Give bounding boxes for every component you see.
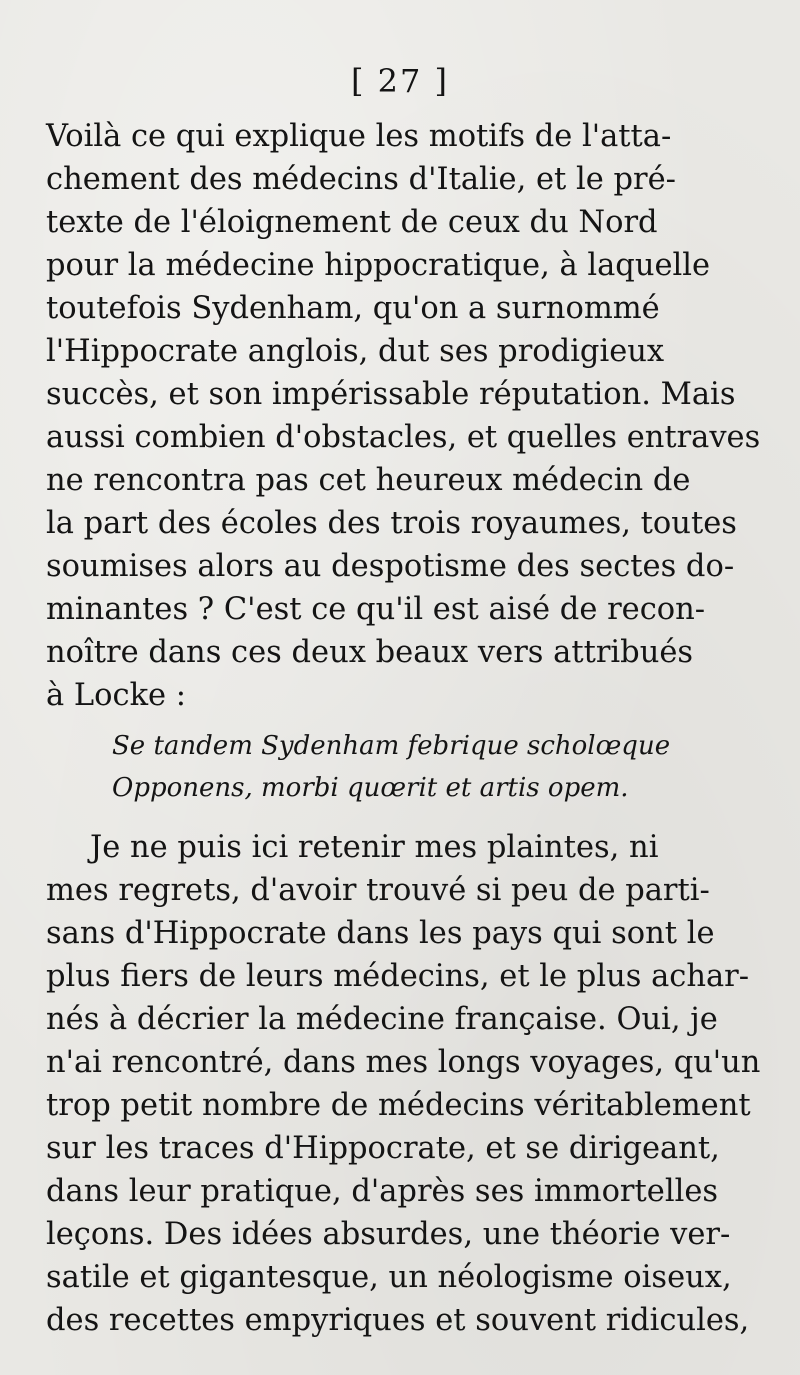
text-line: aussi combien d'obstacles, et quelles entraves	[46, 420, 761, 455]
text-line: trop petit nombre de médecins véritablement	[46, 1088, 751, 1123]
text-line: chement des médecins d'Italie, et le pré-	[46, 162, 676, 197]
text-line: minantes ? C'est ce qu'il est aisé de recon-	[46, 592, 706, 627]
text-line: sans d'Hippocrate dans les pays qui sont le	[46, 916, 715, 951]
text-line: dans leur pratique, d'après ses immortelles	[46, 1174, 719, 1209]
text-line: Je ne puis ici retenir mes plaintes, ni	[90, 830, 659, 865]
text-line: soumises alors au despotisme des sectes do-	[46, 549, 735, 584]
text-line: la part des écoles des trois royaumes, toutes	[46, 506, 737, 541]
text-line: l'Hippocrate anglois, dut ses prodigieux	[46, 334, 665, 369]
text-line: à Locke :	[46, 678, 187, 713]
paragraph-1	[46, 115, 760, 717]
text-line: n'ai rencontré, dans mes longs voyages, qu'un	[46, 1045, 761, 1080]
text-line: mes regrets, d'avoir trouvé si peu de parti-	[46, 873, 710, 908]
text-line: leçons. Des idées absurdes, une théorie ver-	[46, 1217, 731, 1252]
text-line: ne rencontra pas cet heureux médecin de	[46, 463, 691, 498]
text-line: noître dans ces deux beaux vers attribués	[46, 635, 694, 670]
page-number: [ 27 ]	[350, 62, 450, 100]
text-line: texte de l'éloignement de ceux du Nord	[46, 205, 658, 240]
paragraph-2	[46, 826, 760, 1342]
text-line: toutefois Sydenham, qu'on a surnommé	[46, 291, 660, 326]
text-line: Voilà ce qui explique les motifs de l'atta-	[46, 119, 672, 154]
verse-line: Opponens, morbi quœrit et artis opem.	[112, 773, 629, 803]
text-line: sur les traces d'Hippocrate, et se dirigeant,	[46, 1131, 720, 1166]
text-line: satile et gigantesque, un néologisme oiseux,	[46, 1260, 732, 1295]
text-line: des recettes empyriques et souvent ridicules,	[46, 1303, 750, 1338]
verse-line: Se tandem Sydenham febrique scholœque	[112, 731, 671, 761]
text-line: pour la médecine hippocratique, à laquelle	[46, 248, 711, 283]
text-line: plus fiers de leurs médecins, et le plus achar-	[46, 959, 750, 994]
text-line: nés à décrier la médecine française. Oui, je	[46, 1002, 718, 1037]
text-line: succès, et son impérissable réputation. Mais	[46, 377, 736, 412]
latin-verse-quote	[112, 725, 732, 809]
